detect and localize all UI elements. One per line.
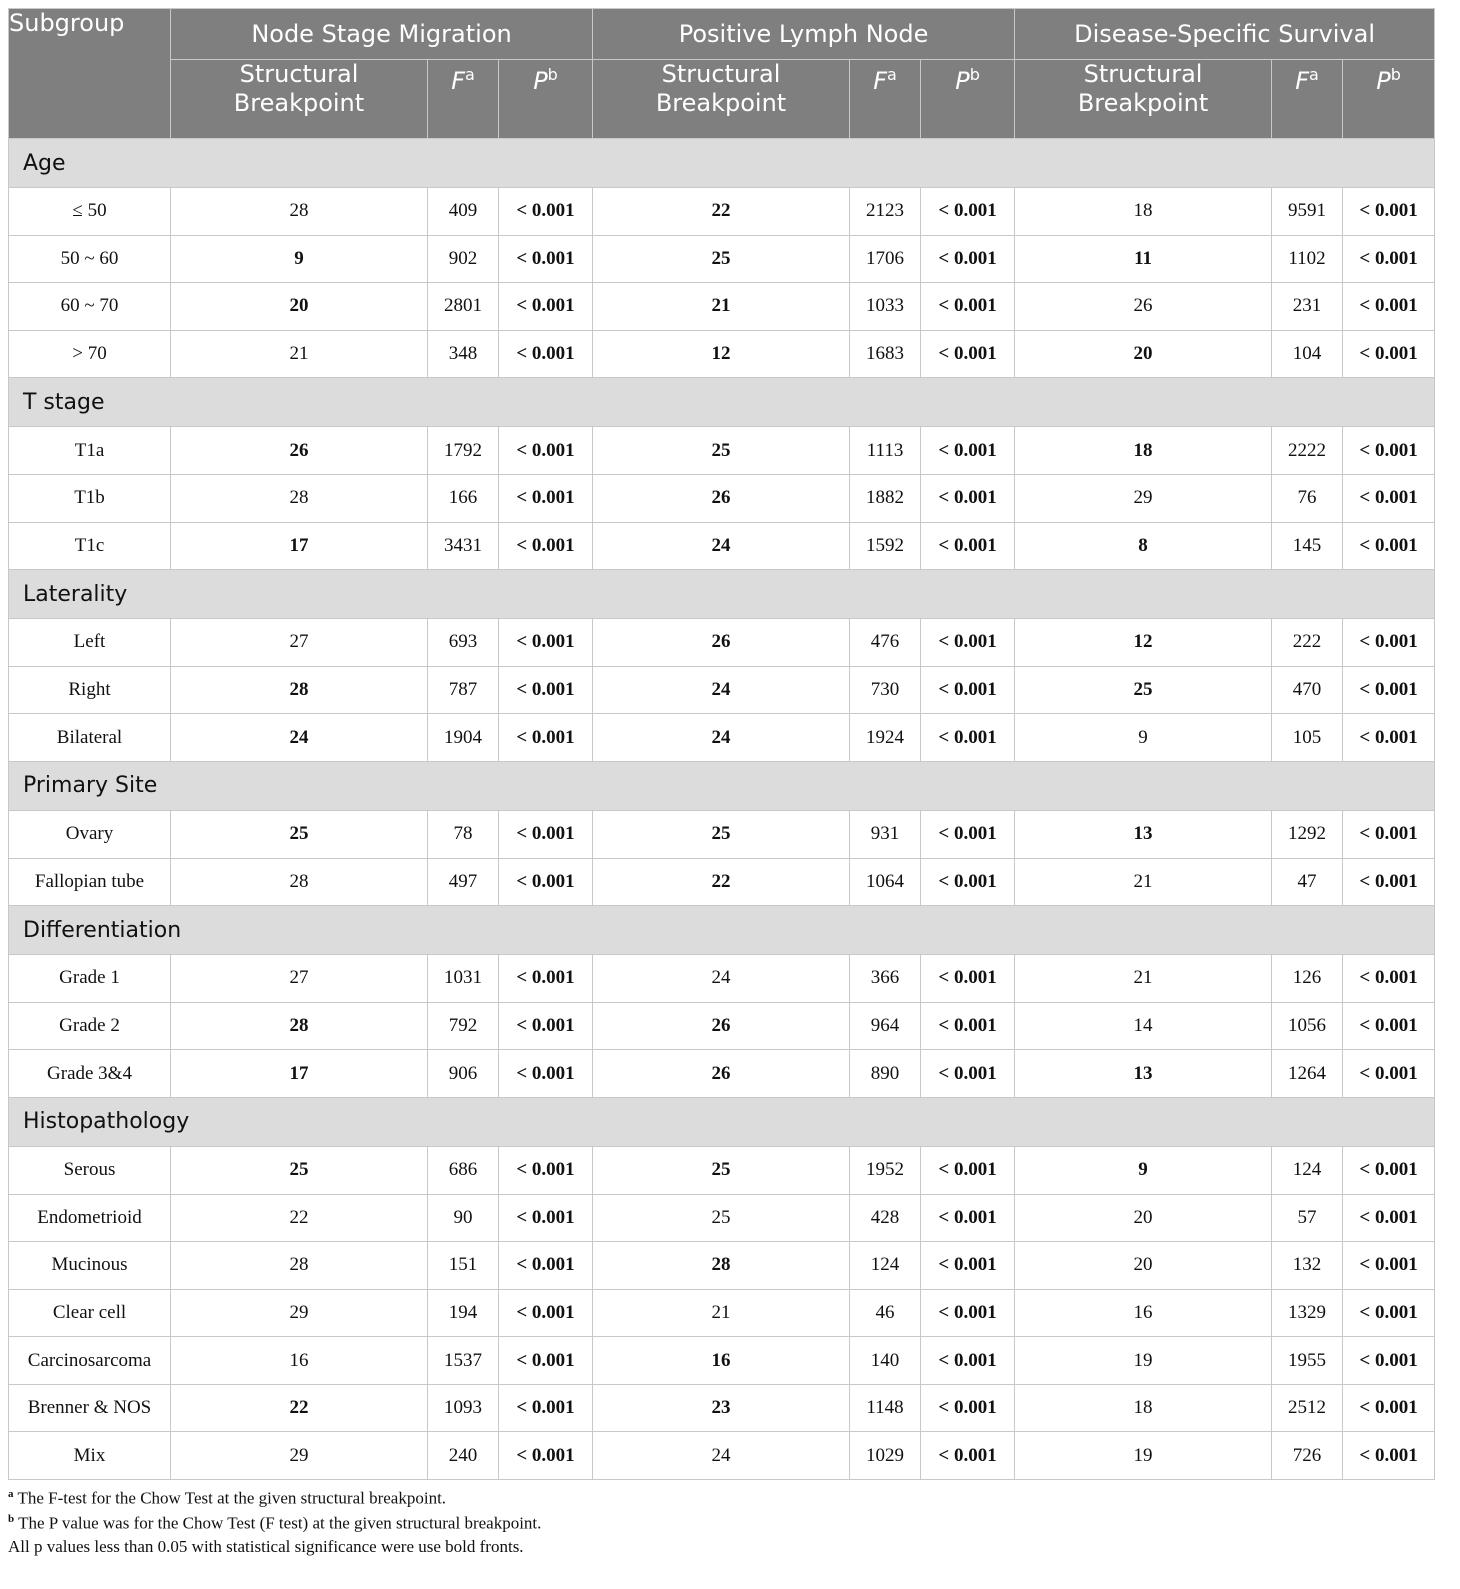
group-header-disease-specific-survival: Disease-Specific Survival [1015,9,1435,60]
p-value-cell: < 0.001 [499,619,593,667]
breakpoint-cell: 20 [171,283,428,331]
f-value-cell: 124 [850,1242,921,1290]
p-value-cell: < 0.001 [1343,955,1435,1003]
section-title: Primary Site [9,761,1435,810]
breakpoint-cell: 18 [1015,188,1272,236]
p-value-cell: < 0.001 [921,810,1015,858]
row-label: Serous [9,1146,171,1194]
f-value-cell: 46 [850,1289,921,1337]
breakpoint-cell: 21 [593,1289,850,1337]
p-value-cell: < 0.001 [921,1002,1015,1050]
p-value-cell: < 0.001 [1343,1337,1435,1385]
f-value-cell: 145 [1272,522,1343,570]
p-value-cell: < 0.001 [1343,714,1435,762]
section-header-row [9,761,1435,810]
breakpoint-cell: 21 [171,330,428,378]
table-row [9,474,1435,522]
table-row [9,666,1435,714]
p-value-cell: < 0.001 [1343,858,1435,906]
p-header: $P^b$ [1343,60,1435,139]
breakpoint-cell: 21 [1015,955,1272,1003]
f-value-cell: 1792 [428,427,499,475]
group-header-positive-lymph-node: Positive Lymph Node [593,9,1015,60]
f-value-cell: 964 [850,1002,921,1050]
row-label: Right [9,666,171,714]
f-value-cell: 1029 [850,1432,921,1480]
f-value-cell: 497 [428,858,499,906]
breakpoint-cell: 27 [171,955,428,1003]
f-value-cell: 166 [428,474,499,522]
p-value-cell: < 0.001 [1343,1384,1435,1432]
p-value-cell: < 0.001 [921,1432,1015,1480]
breakpoint-cell: 17 [171,1050,428,1098]
f-value-cell: 57 [1272,1194,1343,1242]
breakpoint-cell: 21 [1015,858,1272,906]
breakpoint-cell: 16 [171,1337,428,1385]
f-value-cell: 1064 [850,858,921,906]
breakpoint-cell: 17 [171,522,428,570]
f-value-cell: 1033 [850,283,921,331]
f-value-cell: 1955 [1272,1337,1343,1385]
f-value-cell: 105 [1272,714,1343,762]
p-value-cell: < 0.001 [921,1194,1015,1242]
f-value-cell: 1329 [1272,1289,1343,1337]
row-label: Brenner & NOS [9,1384,171,1432]
f-value-cell: 104 [1272,330,1343,378]
results-table-container [8,8,1434,1480]
f-value-cell: 686 [428,1146,499,1194]
table-row [9,1002,1435,1050]
table-row [9,955,1435,1003]
breakpoint-header: Structural Breakpoint [171,60,428,139]
f-value-cell: 1056 [1272,1002,1343,1050]
p-value-cell: < 0.001 [1343,235,1435,283]
f-value-cell: 428 [850,1194,921,1242]
f-value-cell: 222 [1272,619,1343,667]
p-value-cell: < 0.001 [499,955,593,1003]
breakpoint-cell: 22 [593,188,850,236]
f-value-cell: 1592 [850,522,921,570]
breakpoint-cell: 24 [171,714,428,762]
f-value-cell: 1093 [428,1384,499,1432]
breakpoint-cell: 22 [171,1384,428,1432]
breakpoint-cell: 28 [171,858,428,906]
breakpoint-cell: 24 [593,955,850,1003]
table-row [9,714,1435,762]
breakpoint-cell: 26 [593,474,850,522]
breakpoint-cell: 25 [171,810,428,858]
row-label: T1a [9,427,171,475]
p-value-cell: < 0.001 [921,188,1015,236]
breakpoint-cell: 25 [593,1194,850,1242]
p-value-cell: < 0.001 [921,427,1015,475]
p-value-cell: < 0.001 [1343,810,1435,858]
table-row [9,522,1435,570]
f-value-cell: 409 [428,188,499,236]
f-value-cell: 1683 [850,330,921,378]
f-value-cell: 1102 [1272,235,1343,283]
breakpoint-cell: 28 [171,666,428,714]
row-label: Clear cell [9,1289,171,1337]
breakpoint-cell: 25 [593,1146,850,1194]
p-value-cell: < 0.001 [1343,1002,1435,1050]
p-header: $P^b$ [499,60,593,139]
row-label: ≤ 50 [9,188,171,236]
p-value-cell: < 0.001 [1343,1242,1435,1290]
table-row [9,427,1435,475]
f-value-cell: 1292 [1272,810,1343,858]
breakpoint-cell: 24 [593,522,850,570]
f-value-cell: 1113 [850,427,921,475]
f-value-cell: 47 [1272,858,1343,906]
breakpoint-cell: 9 [1015,1146,1272,1194]
table-row [9,1289,1435,1337]
table-row [9,1337,1435,1385]
p-value-cell: < 0.001 [921,1289,1015,1337]
subgroup-header: Subgroup [9,9,171,139]
group-header-node-stage: Node Stage Migration [171,9,593,60]
f-value-cell: 1706 [850,235,921,283]
breakpoint-cell: 13 [1015,1050,1272,1098]
f-value-cell: 2123 [850,188,921,236]
p-value-cell: < 0.001 [499,1050,593,1098]
breakpoint-cell: 28 [171,474,428,522]
f-value-cell: 194 [428,1289,499,1337]
section-title: Age [9,139,1435,188]
f-value-cell: 151 [428,1242,499,1290]
section-header-row [9,570,1435,619]
p-value-cell: < 0.001 [921,1337,1015,1385]
f-value-cell: 902 [428,235,499,283]
f-value-cell: 1264 [1272,1050,1343,1098]
p-value-cell: < 0.001 [1343,427,1435,475]
row-label: Grade 3&4 [9,1050,171,1098]
footnote-a: $^a$ The F-test for the Chow Test at the given structural breakpoint. [8,1488,447,1508]
breakpoint-cell: 25 [171,1146,428,1194]
footnote-c: All p values less than 0.05 with statistical significance were use bold fronts. [8,1537,524,1556]
table-row [9,188,1435,236]
p-value-cell: < 0.001 [1343,1432,1435,1480]
table-row [9,330,1435,378]
breakpoint-cell: 12 [593,330,850,378]
p-value-cell: < 0.001 [1343,188,1435,236]
row-label: 50 ~ 60 [9,235,171,283]
f-value-cell: 726 [1272,1432,1343,1480]
f-header: $F^a$ [428,60,499,139]
breakpoint-cell: 26 [593,619,850,667]
row-label: T1c [9,522,171,570]
p-value-cell: < 0.001 [499,858,593,906]
table-row [9,283,1435,331]
p-value-cell: < 0.001 [499,474,593,522]
f-value-cell: 476 [850,619,921,667]
table-row [9,810,1435,858]
p-value-cell: < 0.001 [499,235,593,283]
p-value-cell: < 0.001 [499,1337,593,1385]
p-value-cell: < 0.001 [921,235,1015,283]
p-value-cell: < 0.001 [1343,330,1435,378]
p-header: $P^b$ [921,60,1015,139]
p-value-cell: < 0.001 [1343,1050,1435,1098]
table-row [9,1194,1435,1242]
f-value-cell: 1148 [850,1384,921,1432]
table-row [9,1050,1435,1098]
f-value-cell: 126 [1272,955,1343,1003]
p-value-cell: < 0.001 [1343,474,1435,522]
row-label: Fallopian tube [9,858,171,906]
breakpoint-cell: 14 [1015,1002,1272,1050]
f-value-cell: 792 [428,1002,499,1050]
f-value-cell: 890 [850,1050,921,1098]
p-value-cell: < 0.001 [499,666,593,714]
row-label: Grade 2 [9,1002,171,1050]
f-value-cell: 90 [428,1194,499,1242]
p-value-cell: < 0.001 [921,1242,1015,1290]
f-header: $F^a$ [1272,60,1343,139]
p-value-cell: < 0.001 [499,188,593,236]
breakpoint-cell: 25 [593,235,850,283]
section-title: Differentiation [9,906,1435,955]
table-row [9,1146,1435,1194]
section-header-row [9,139,1435,188]
row-label: Carcinosarcoma [9,1337,171,1385]
breakpoint-cell: 9 [1015,714,1272,762]
p-value-cell: < 0.001 [499,1146,593,1194]
breakpoint-cell: 25 [593,427,850,475]
f-value-cell: 348 [428,330,499,378]
f-value-cell: 132 [1272,1242,1343,1290]
p-value-cell: < 0.001 [499,522,593,570]
breakpoint-cell: 8 [1015,522,1272,570]
breakpoint-cell: 25 [593,810,850,858]
breakpoint-cell: 28 [171,1242,428,1290]
breakpoint-cell: 19 [1015,1337,1272,1385]
f-value-cell: 2801 [428,283,499,331]
section-header-row [9,378,1435,427]
f-value-cell: 1924 [850,714,921,762]
p-value-cell: < 0.001 [499,1242,593,1290]
breakpoint-cell: 26 [593,1050,850,1098]
section-header-row [9,1097,1435,1146]
row-label: T1b [9,474,171,522]
p-value-cell: < 0.001 [1343,666,1435,714]
p-value-cell: < 0.001 [499,1289,593,1337]
p-value-cell: < 0.001 [921,1050,1015,1098]
row-label: Mucinous [9,1242,171,1290]
row-label: Grade 1 [9,955,171,1003]
breakpoint-cell: 12 [1015,619,1272,667]
row-label: Ovary [9,810,171,858]
breakpoint-cell: 20 [1015,1194,1272,1242]
section-title: T stage [9,378,1435,427]
f-value-cell: 9591 [1272,188,1343,236]
breakpoint-cell: 29 [171,1432,428,1480]
breakpoint-cell: 25 [1015,666,1272,714]
row-label: Mix [9,1432,171,1480]
f-value-cell: 1031 [428,955,499,1003]
results-table [8,8,1435,1480]
footnote-b: $^b$ The P value was for the Chow Test (F test) at the given structural breakpoint. [8,1512,542,1533]
f-value-cell: 906 [428,1050,499,1098]
p-value-cell: < 0.001 [921,666,1015,714]
f-value-cell: 470 [1272,666,1343,714]
p-value-cell: < 0.001 [499,1002,593,1050]
breakpoint-cell: 23 [593,1384,850,1432]
p-value-cell: < 0.001 [921,474,1015,522]
f-value-cell: 76 [1272,474,1343,522]
table-row [9,235,1435,283]
row-label: Left [9,619,171,667]
f-value-cell: 240 [428,1432,499,1480]
p-value-cell: < 0.001 [1343,1289,1435,1337]
f-value-cell: 78 [428,810,499,858]
p-value-cell: < 0.001 [499,330,593,378]
breakpoint-cell: 22 [171,1194,428,1242]
f-value-cell: 366 [850,955,921,1003]
p-value-cell: < 0.001 [499,1384,593,1432]
f-value-cell: 140 [850,1337,921,1385]
row-label: > 70 [9,330,171,378]
breakpoint-cell: 26 [593,1002,850,1050]
p-value-cell: < 0.001 [1343,1146,1435,1194]
row-label: Endometrioid [9,1194,171,1242]
breakpoint-cell: 29 [1015,474,1272,522]
p-value-cell: < 0.001 [499,427,593,475]
p-value-cell: < 0.001 [499,1432,593,1480]
breakpoint-cell: 26 [171,427,428,475]
breakpoint-cell: 20 [1015,1242,1272,1290]
section-title: Laterality [9,570,1435,619]
p-value-cell: < 0.001 [921,283,1015,331]
p-value-cell: < 0.001 [921,1384,1015,1432]
f-value-cell: 3431 [428,522,499,570]
breakpoint-cell: 22 [593,858,850,906]
p-value-cell: < 0.001 [499,714,593,762]
f-value-cell: 1904 [428,714,499,762]
table-row [9,1432,1435,1480]
breakpoint-cell: 16 [1015,1289,1272,1337]
table-row [9,619,1435,667]
breakpoint-cell: 24 [593,714,850,762]
breakpoint-cell: 27 [171,619,428,667]
f-value-cell: 1882 [850,474,921,522]
p-value-cell: < 0.001 [921,522,1015,570]
p-value-cell: < 0.001 [1343,1194,1435,1242]
breakpoint-cell: 20 [1015,330,1272,378]
table-row [9,858,1435,906]
breakpoint-cell: 28 [171,1002,428,1050]
f-value-cell: 693 [428,619,499,667]
p-value-cell: < 0.001 [921,955,1015,1003]
table-row [9,1384,1435,1432]
footnotes [8,1488,541,1562]
p-value-cell: < 0.001 [921,1146,1015,1194]
p-value-cell: < 0.001 [1343,283,1435,331]
f-value-cell: 787 [428,666,499,714]
p-value-cell: < 0.001 [921,619,1015,667]
f-value-cell: 931 [850,810,921,858]
table-body [9,139,1435,1480]
breakpoint-cell: 11 [1015,235,1272,283]
table-row [9,1242,1435,1290]
breakpoint-cell: 19 [1015,1432,1272,1480]
breakpoint-cell: 13 [1015,810,1272,858]
p-value-cell: < 0.001 [499,1194,593,1242]
breakpoint-cell: 26 [1015,283,1272,331]
breakpoint-cell: 24 [593,1432,850,1480]
f-value-cell: 231 [1272,283,1343,331]
breakpoint-cell: 24 [593,666,850,714]
f-value-cell: 730 [850,666,921,714]
section-title: Histopathology [9,1097,1435,1146]
p-value-cell: < 0.001 [921,858,1015,906]
f-header: $F^a$ [850,60,921,139]
breakpoint-cell: 29 [171,1289,428,1337]
table-header [9,9,1435,139]
breakpoint-cell: 18 [1015,427,1272,475]
breakpoint-header: Structural Breakpoint [1015,60,1272,139]
breakpoint-cell: 28 [593,1242,850,1290]
row-label: Bilateral [9,714,171,762]
p-value-cell: < 0.001 [1343,619,1435,667]
breakpoint-cell: 18 [1015,1384,1272,1432]
f-value-cell: 2222 [1272,427,1343,475]
p-value-cell: < 0.001 [921,714,1015,762]
breakpoint-cell: 21 [593,283,850,331]
f-value-cell: 124 [1272,1146,1343,1194]
p-value-cell: < 0.001 [1343,522,1435,570]
breakpoint-cell: 28 [171,188,428,236]
breakpoint-cell: 16 [593,1337,850,1385]
breakpoint-cell: 9 [171,235,428,283]
p-value-cell: < 0.001 [499,283,593,331]
f-value-cell: 2512 [1272,1384,1343,1432]
breakpoint-header: Structural Breakpoint [593,60,850,139]
p-value-cell: < 0.001 [499,810,593,858]
section-header-row [9,906,1435,955]
f-value-cell: 1537 [428,1337,499,1385]
p-value-cell: < 0.001 [921,330,1015,378]
row-label: 60 ~ 70 [9,283,171,331]
f-value-cell: 1952 [850,1146,921,1194]
